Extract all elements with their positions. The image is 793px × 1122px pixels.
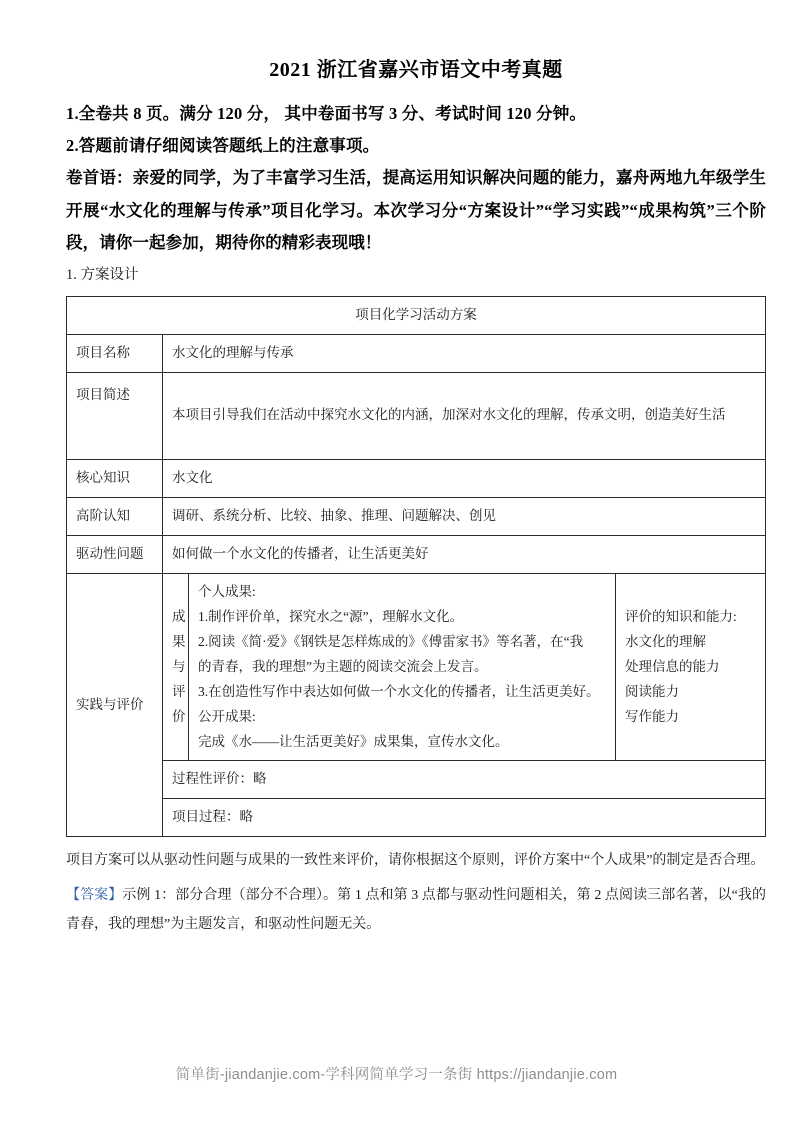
vertical-char: 果: [172, 633, 186, 649]
outcome-line: 1.制作评价单，探究水之“源”，理解水文化。: [198, 608, 464, 624]
row-label-practice-evaluation: 实践与评价: [67, 573, 163, 837]
outcome-line: 个人成果:: [198, 583, 256, 599]
table-row: [67, 334, 766, 372]
row-value-driving-question: 如何做一个水文化的传播者，让生活更美好: [163, 535, 766, 573]
row-label-project-name: 项目名称: [67, 334, 163, 372]
outcome-line: 公开成果:: [198, 708, 256, 724]
evaluation-line: 评价的知识和能力:: [625, 608, 737, 624]
table-row: [67, 372, 766, 459]
outcome-line: 2.阅读《简·爱》《钢铁是怎样炼成的》《傅雷家书》等名著，在“我: [198, 633, 584, 649]
vertical-char: 成: [172, 608, 186, 624]
row-value-project-summary: 本项目引导我们在活动中探究水文化的内涵，加深对水文化的理解，传承文明，创造美好生活: [163, 372, 766, 459]
row-value-higher-order: 调研、系统分析、比较、抽象、推理、问题解决、创见: [163, 497, 766, 535]
section-label: 1. 方案设计: [66, 266, 139, 283]
table-row: [67, 535, 766, 573]
answer-text: 示例 1：部分合理（部分不合理）。第 1 点和第 3 点都与驱动性问题相关，第 2 点阅读三部名著，以“我的青春，我的理想”为主题发言，和驱动性问题无关。: [66, 888, 767, 932]
notice-line-2: 2.答题前请仔细阅读答题纸上的注意事项。: [66, 136, 380, 156]
row-label-core-knowledge: 核心知识: [67, 459, 163, 497]
vertical-label-outcome-evaluation: [163, 573, 189, 761]
evaluation-line: 水文化的理解: [625, 633, 706, 649]
table-header-cell: 项目化学习活动方案: [67, 296, 766, 334]
answer-tag: 【答案】: [66, 888, 123, 904]
page-title: 2021 浙江省嘉兴市语文中考真题: [269, 59, 563, 81]
vertical-char: 与: [172, 658, 186, 674]
project-plan-table: [66, 296, 766, 838]
preamble-paragraph: 卷首语：亲爱的同学，为了丰富学习生活，提高运用知识解决问题的能力，嘉舟两地九年级学生开展“水文化的理解与传承”项目化学习。本次学习分“方案设计”“学习实践”“成果构筑”三个阶段，请你一起参加，期待你的精彩表现哦！: [66, 168, 766, 252]
table-row-practice: [67, 573, 766, 761]
row-value-core-knowledge: 水文化: [163, 459, 766, 497]
evaluation-cell: [616, 573, 766, 761]
outcome-cell: [189, 573, 616, 761]
vertical-char: 价: [172, 708, 186, 724]
evaluation-line: 处理信息的能力: [625, 658, 720, 674]
notice-line-1: 1.全卷共 8 页。满分 120 分， 其中卷面书写 3 分、考试时间 120 分钟。: [66, 104, 587, 123]
row-value-process-evaluation: 过程性评价：略: [163, 761, 766, 799]
answer-block: [66, 882, 766, 939]
table-row: [67, 799, 766, 837]
table-row: [67, 497, 766, 535]
outcome-line: 的青春，我的理想”为主题的阅读交流会上发言。: [198, 658, 488, 674]
row-label-project-summary: 项目简述: [67, 372, 163, 459]
table-row: [67, 761, 766, 799]
row-value-project-process: 项目过程：略: [163, 799, 766, 837]
table-row: [67, 459, 766, 497]
evaluation-line: 写作能力: [625, 708, 679, 724]
document-content: [66, 56, 766, 939]
row-label-driving-question: 驱动性问题: [67, 535, 163, 573]
outcome-line: 完成《水——让生活更美好》成果集，宣传水文化。: [198, 733, 509, 749]
footer-watermark: 简单街-jiandanjie.com-学科网简单学习一条街 https://jiandanjie.com: [175, 1067, 618, 1083]
outcome-line: 3.在创造性写作中表达如何做一个水文化的传播者，让生活更美好。: [198, 683, 600, 699]
row-label-higher-order: 高阶认知: [67, 497, 163, 535]
table-row-header: [67, 296, 766, 334]
question-prompt: 项目方案可以从驱动性问题与成果的一致性来评价，请你根据这个原则，评价方案中“个人成果”的制定是否合理。: [66, 853, 765, 869]
row-value-project-name: 水文化的理解与传承: [163, 334, 766, 372]
evaluation-line: 阅读能力: [625, 683, 679, 699]
vertical-char: 评: [172, 683, 186, 699]
